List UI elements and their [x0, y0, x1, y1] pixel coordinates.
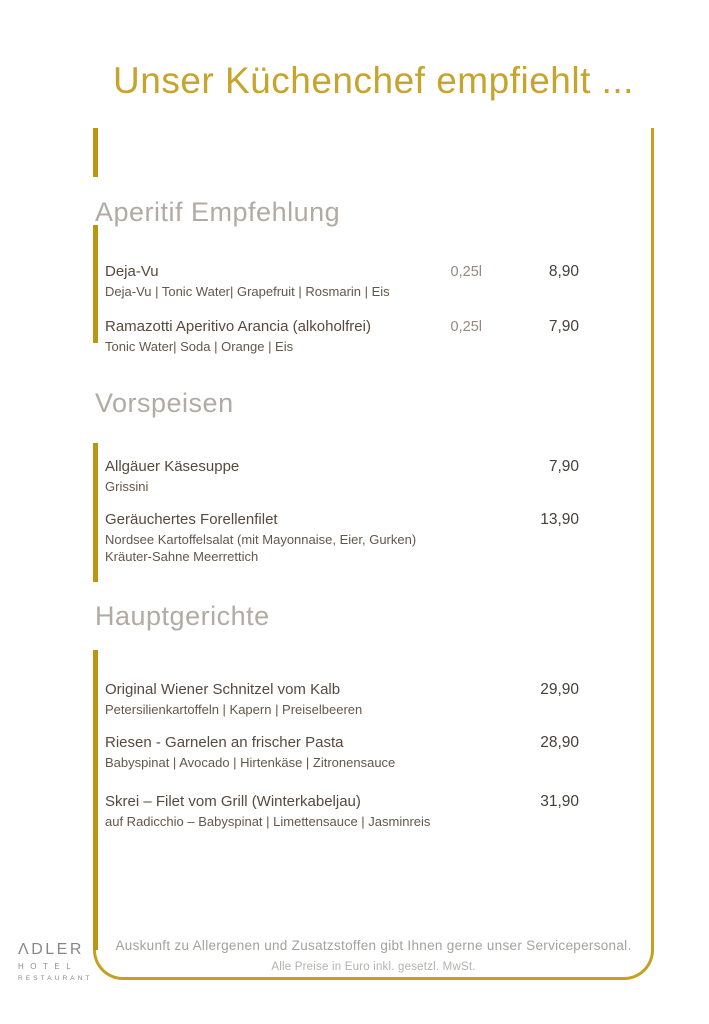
item-name: Allgäuer Käsesuppe: [105, 458, 240, 475]
hotel-logo: [18, 941, 93, 982]
menu-item: [105, 317, 579, 356]
item-price: 31,90: [540, 793, 579, 810]
item-name: Geräuchertes Forellenfilet: [105, 511, 278, 528]
section-heading-vorspeisen: Vorspeisen: [95, 388, 234, 418]
item-name: Original Wiener Schnitzel vom Kalb: [105, 681, 341, 698]
item-row: [105, 792, 579, 811]
item-name: Ramazotti Aperitivo Arancia (alkoholfrei): [105, 318, 371, 335]
section-heading-hauptgerichte: Hauptgerichte: [95, 601, 270, 631]
item-price: 13,90: [540, 511, 579, 528]
item-price: 8,90: [548, 263, 579, 280]
menu-item: [105, 733, 579, 772]
item-description: Grissini: [105, 479, 149, 494]
accent-bar-vorspeisen: [93, 443, 98, 582]
logo-hotel-label: HOTEL: [18, 962, 78, 971]
item-description: Kräuter-Sahne Meerrettich: [105, 548, 259, 564]
item-row: [105, 317, 579, 336]
menu-item: [105, 680, 579, 719]
item-row: [105, 510, 579, 529]
item-row: [105, 733, 579, 752]
accent-bar-title: [93, 128, 98, 177]
item-price: 29,90: [540, 681, 579, 698]
menu-item: [105, 792, 579, 831]
footer-vat-note: Alle Preise in Euro inkl. gesetzl. MwSt.: [271, 961, 476, 973]
item-name: Deja-Vu: [105, 263, 159, 280]
item-price: 7,90: [548, 458, 579, 475]
accent-bar-aperitif: [93, 225, 98, 343]
item-volume: 0,25l: [450, 319, 482, 335]
item-description: Babyspinat | Avocado | Hirtenkäse | Zitronensauce: [105, 755, 396, 770]
menu-item: [105, 262, 579, 301]
item-name: Riesen - Garnelen an frischer Pasta: [105, 734, 344, 751]
item-row: [105, 457, 579, 476]
item-name: Skrei – Filet vom Grill (Winterkabeljau): [105, 793, 361, 810]
item-volume: 0,25l: [450, 264, 482, 280]
item-price: 28,90: [540, 734, 579, 751]
item-row: [105, 262, 579, 281]
item-description: Deja-Vu | Tonic Water| Grapefruit | Rosmarin | Eis: [105, 284, 390, 299]
logo-wordmark: ΛDLER: [18, 941, 84, 958]
item-price: 7,90: [548, 318, 579, 335]
item-description: auf Radicchio – Babyspinat | Limettensauce | Jasminreis: [105, 814, 431, 829]
item-description: Petersilienkartoffeln | Kapern | Preiselbeeren: [105, 702, 363, 717]
footer-allergen-note: Auskunft zu Allergenen und Zusatzstoffen gibt Ihnen gerne unser Servicepersonal.: [115, 938, 632, 953]
page-title: Unser Küchenchef empfiehlt ...: [113, 60, 634, 101]
item-description: Tonic Water| Soda | Orange | Eis: [105, 339, 294, 354]
item-description: Nordsee Kartoffelsalat (mit Mayonnaise, Eier, Gurken): [105, 532, 417, 547]
accent-bar-hauptgerichte: [93, 650, 98, 950]
logo-restaurant-label: RESTAURANT: [18, 975, 93, 982]
menu-item: [105, 510, 579, 565]
menu-item: [105, 457, 579, 496]
item-row: [105, 680, 579, 699]
section-heading-aperitif: Aperitif Empfehlung: [95, 197, 341, 227]
